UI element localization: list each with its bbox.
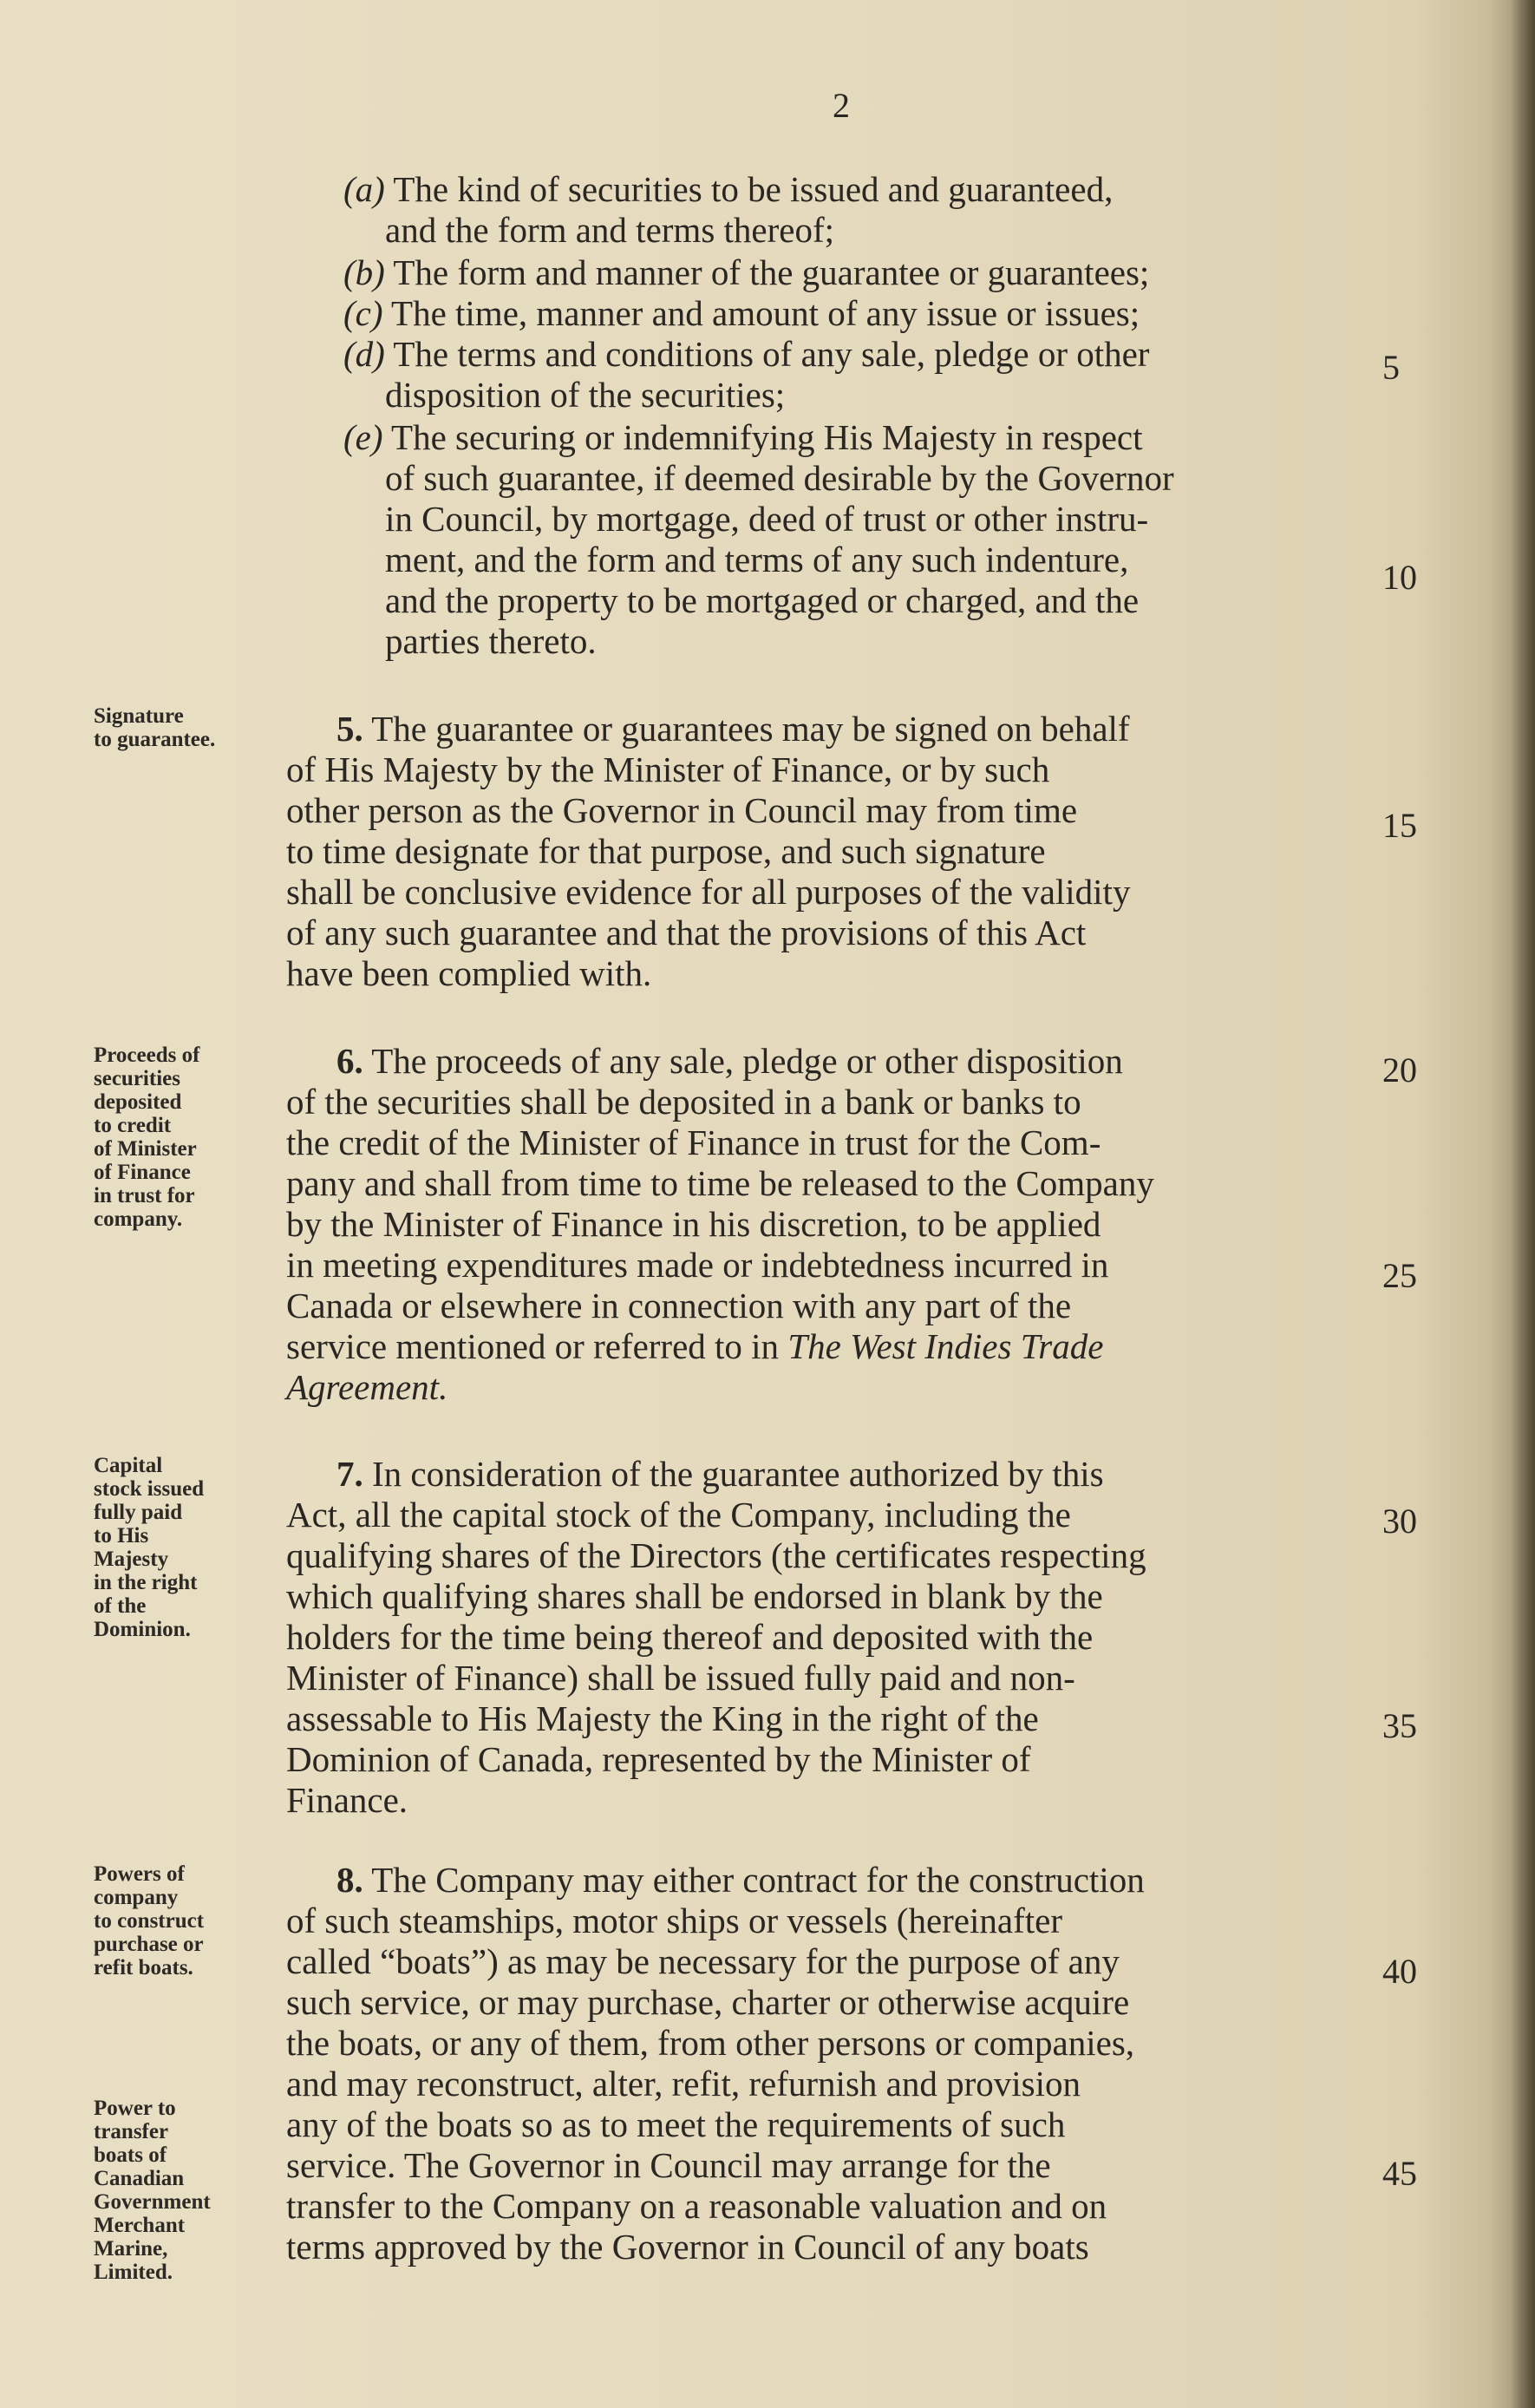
marginal-note-section-5: [94, 704, 267, 751]
clause-text: The securing or indemnifying His Majesty in respect: [391, 417, 1143, 457]
marginal-line: Power to: [94, 2097, 176, 2120]
marginal-line: Government: [94, 2190, 211, 2214]
clause-label: (e): [343, 417, 383, 457]
marginal-line: Proceeds of: [94, 1044, 200, 1067]
marginal-line: boats of: [94, 2143, 167, 2167]
marginal-line: to guarantee.: [94, 728, 216, 751]
section-line: the credit of the Minister of Finance in trust for the Com-: [286, 1122, 1101, 1162]
marginal-line: securities: [94, 1067, 180, 1090]
clause-text: parties thereto.: [385, 621, 597, 661]
clause-d: [343, 334, 1375, 416]
section-5: [286, 709, 1370, 994]
section-line: service mentioned or referred to in: [286, 1326, 780, 1366]
page-edge-shadow: [1511, 0, 1535, 2408]
section-line: to time designate for that purpose, and such signature: [286, 831, 1046, 871]
clause-text: The form and manner of the guarantee or guarantees;: [393, 252, 1150, 292]
section-line: of the securities shall be deposited in a bank or banks to: [286, 1082, 1081, 1122]
marginal-line: of Minister: [94, 1137, 197, 1161]
section-line: in meeting expenditures made or indebtedness incurred in: [286, 1245, 1109, 1285]
section-line: and may reconstruct, alter, refit, refurnish and provision: [286, 2064, 1081, 2104]
section-line: pany and shall from time to time be released to the Company: [286, 1163, 1154, 1203]
marginal-line: Capital: [94, 1454, 163, 1477]
marginal-line: in the right: [94, 1571, 198, 1594]
marginal-line: deposited: [94, 1090, 182, 1114]
section-line: of any such guarantee and that the provisions of this Act: [286, 913, 1087, 952]
marginal-line: to His: [94, 1524, 149, 1548]
marginal-line: company.: [94, 1207, 183, 1231]
clause-label: (b): [343, 252, 385, 292]
page-number: 2: [833, 86, 850, 125]
marginal-line: Marine,: [94, 2237, 168, 2261]
marginal-line: to credit: [94, 1114, 172, 1137]
section-number: 7.: [336, 1454, 363, 1494]
section-line: of such steamships, motor ships or vessels (hereinafter: [286, 1901, 1062, 1940]
marginal-note-section-8: [94, 1862, 267, 1979]
marginal-line: Majesty: [94, 1548, 169, 1571]
section-line: shall be conclusive evidence for all purposes of the validity: [286, 872, 1131, 912]
clause-c: [343, 293, 1375, 334]
section-line: Finance.: [286, 1780, 408, 1820]
clause-text: The terms and conditions of any sale, pledge or other: [393, 334, 1150, 374]
section-number: 5.: [336, 709, 363, 749]
section-line: In consideration of the guarantee authorized by this: [372, 1454, 1104, 1494]
section-line: The proceeds of any sale, pledge or other disposition: [371, 1041, 1123, 1081]
clause-a: [343, 169, 1375, 251]
section-8: [286, 1860, 1370, 2267]
line-number: 25: [1382, 1256, 1417, 1295]
clause-e: [343, 417, 1375, 662]
section-line: service. The Governor in Council may arrange for the: [286, 2145, 1051, 2185]
section-line: have been complied with.: [286, 953, 652, 993]
line-number: 30: [1382, 1502, 1417, 1541]
marginal-note-section-6: [94, 1044, 267, 1231]
marginal-line: of Finance: [94, 1161, 191, 1184]
section-line: terms approved by the Governor in Council of any boats: [286, 2227, 1089, 2267]
marginal-line: to construct: [94, 1909, 205, 1933]
line-number: 15: [1382, 806, 1417, 845]
section-line: assessable to His Majesty the King in the right of the: [286, 1698, 1039, 1738]
clause-text: of such guarantee, if deemed desirable by the Governor: [385, 458, 1174, 498]
section-line: Dominion of Canada, represented by the Minister of: [286, 1739, 1031, 1779]
section-7: [286, 1454, 1370, 1821]
line-number: 45: [1382, 2154, 1417, 2193]
marginal-note-section-7: [94, 1454, 267, 1641]
agreement-title: The West Indies Trade: [787, 1326, 1104, 1366]
line-number: 20: [1382, 1050, 1417, 1089]
section-line: Canada or elsewhere in connection with any part of the: [286, 1286, 1072, 1325]
clause-b: [343, 252, 1375, 293]
line-number: 40: [1382, 1952, 1417, 1991]
section-line: The Company may either contract for the construction: [371, 1860, 1145, 1900]
section-line: The guarantee or guarantees may be signed on behalf: [371, 709, 1130, 749]
marginal-line: Canadian: [94, 2167, 185, 2190]
section-line: qualifying shares of the Directors (the certificates respecting: [286, 1535, 1146, 1575]
clause-text: disposition of the securities;: [385, 375, 786, 415]
agreement-title: Agreement.: [286, 1367, 448, 1407]
section-line: by the Minister of Finance in his discretion, to be applied: [286, 1204, 1101, 1244]
clause-text: The time, manner and amount of any issue or issues;: [391, 293, 1140, 333]
clause-text: ment, and the form and terms of any such indenture,: [385, 540, 1129, 579]
marginal-line: company: [94, 1886, 179, 1909]
section-line: holders for the time being thereof and deposited with the: [286, 1617, 1094, 1657]
clause-text: in Council, by mortgage, deed of trust or other instru-: [385, 499, 1149, 539]
section-line: called “boats”) as may be necessary for the purpose of any: [286, 1941, 1120, 1981]
section-line: any of the boats so as to meet the requirements of such: [286, 2104, 1066, 2144]
marginal-line: Powers of: [94, 1862, 185, 1886]
marginal-line: Limited.: [94, 2261, 173, 2284]
section-6: [286, 1041, 1370, 1408]
marginal-line: of the: [94, 1594, 147, 1618]
section-line: other person as the Governor in Council may from time: [286, 790, 1078, 830]
marginal-line: Merchant: [94, 2214, 186, 2237]
section-number: 8.: [336, 1860, 363, 1900]
section-line: Minister of Finance) shall be issued fully paid and non-: [286, 1658, 1075, 1698]
section-line: transfer to the Company on a reasonable valuation and on: [286, 2186, 1107, 2226]
clause-label: (d): [343, 334, 385, 374]
line-number: 35: [1382, 1706, 1417, 1745]
section-number: 6.: [336, 1041, 363, 1081]
line-number: 5: [1382, 348, 1400, 387]
section-line: which qualifying shares shall be endorsed in blank by the: [286, 1576, 1103, 1616]
marginal-line: stock issued: [94, 1477, 205, 1501]
section-line: Act, all the capital stock of the Company, including the: [286, 1495, 1071, 1534]
clause-text: The kind of securities to be issued and guaranteed,: [393, 169, 1114, 209]
marginal-line: Signature: [94, 704, 184, 728]
section-line: of His Majesty by the Minister of Finance, or by such: [286, 749, 1050, 789]
clause-text: and the property to be mortgaged or charged, and the: [385, 580, 1140, 620]
section-line: such service, or may purchase, charter or otherwise acquire: [286, 1982, 1130, 2022]
marginal-line: fully paid: [94, 1501, 183, 1524]
marginal-line: in trust for: [94, 1184, 195, 1207]
clause-text: and the form and terms thereof;: [385, 210, 835, 250]
section-line: the boats, or any of them, from other persons or companies,: [286, 2023, 1135, 2063]
marginal-line: refit boats.: [94, 1956, 193, 1979]
marginal-note-section-8-transfer: [94, 2097, 267, 2284]
marginal-line: transfer: [94, 2120, 169, 2143]
marginal-line: Dominion.: [94, 1618, 191, 1641]
line-number: 10: [1382, 558, 1417, 597]
clause-label: (a): [343, 169, 385, 209]
marginal-line: purchase or: [94, 1933, 204, 1956]
clause-label: (c): [343, 293, 383, 333]
